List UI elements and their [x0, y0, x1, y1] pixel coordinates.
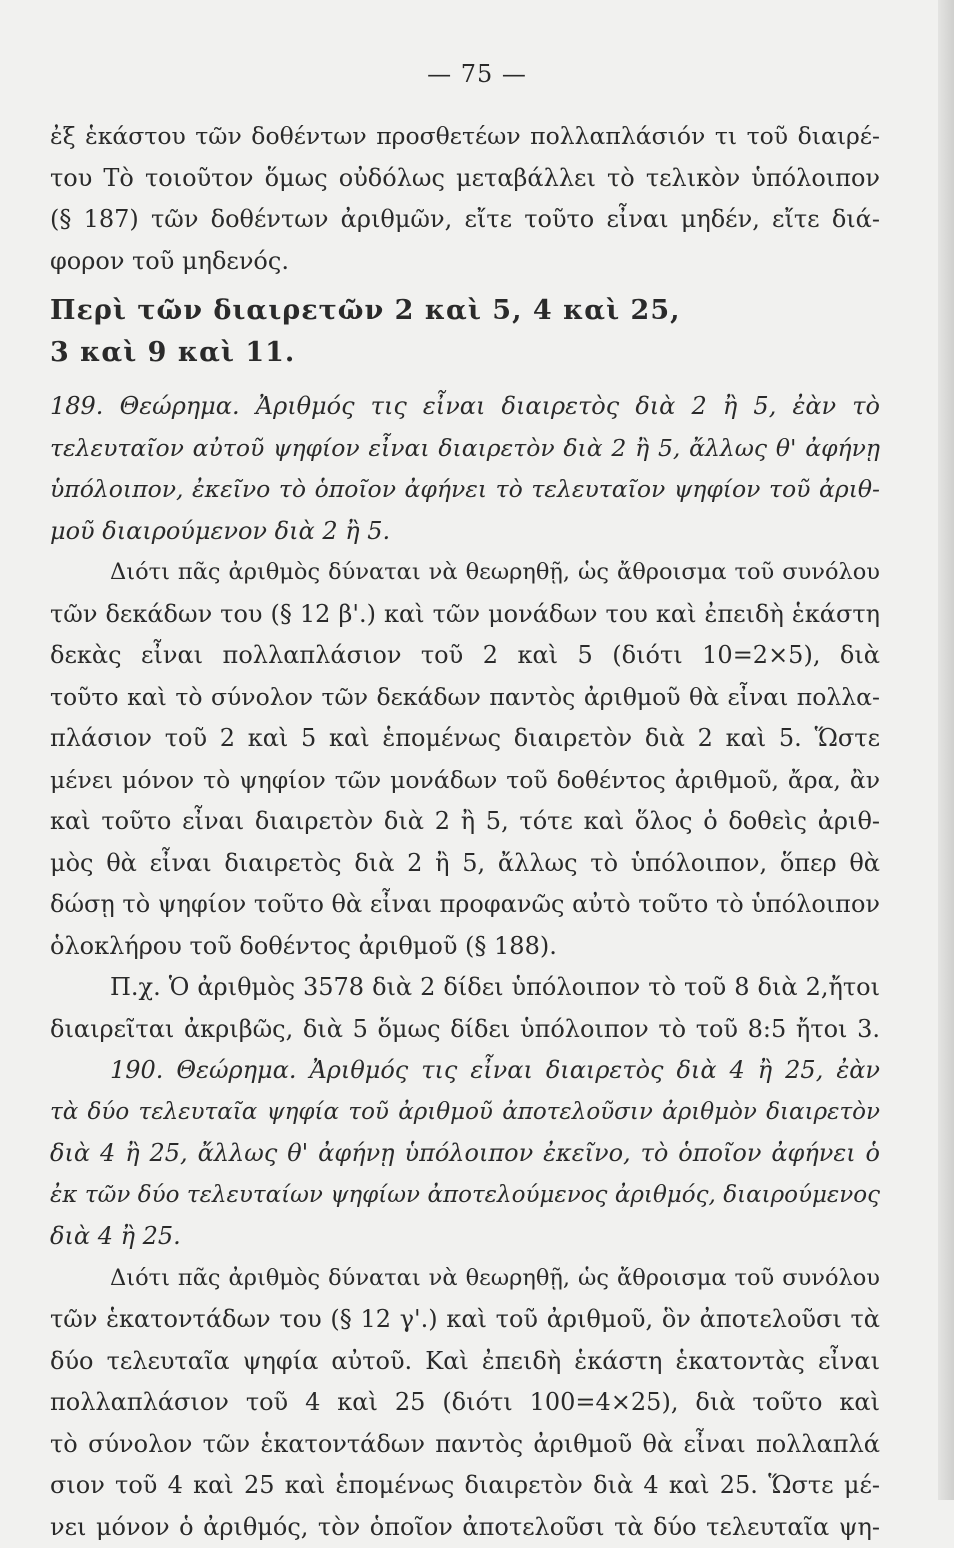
proof-line: μένει μόνον τὸ ψηφίον τῶν μονάδων τοῦ δοθέντος ἀριθμοῦ, ἄρα, ἂν	[50, 760, 880, 802]
theorem-line: διὰ 4 ἢ 25.	[50, 1216, 880, 1258]
page-edge-shadow	[938, 0, 954, 1500]
text-line: (§ 187) τῶν δοθέντων ἀριθμῶν, εἴτε τοῦτο εἶναι μηδέν, εἴτε διά-	[50, 199, 880, 241]
theorem-line: ἐκ τῶν δύο τελευταίων ψηφίων ἀποτελούμενος ἀριθμός, διαιρούμενος	[50, 1175, 880, 1217]
proof-line: δύο τελευταῖα ψηφία αὐτοῦ. Καὶ ἐπειδὴ ἑκάστη ἑκατοντὰς εἶναι	[50, 1341, 880, 1383]
text-line: φορον τοῦ μηδενός.	[50, 241, 880, 283]
page-number: — 75 —	[0, 60, 954, 88]
proof-line: τῶν δεκάδων του (§ 12 β'.) καὶ τῶν μονάδων του καὶ ἐπειδὴ ἑκάστη	[50, 594, 880, 636]
theorem-line: διὰ 4 ἢ 25, ἄλλως θ' ἀφήνῃ ὑπόλοιπον ἐκεῖνο, τὸ ὁποῖον ἀφήνει ὁ	[50, 1133, 880, 1175]
page-body	[50, 116, 880, 1548]
proof-line: σιον τοῦ 4 καὶ 25 καὶ ἑπομένως διαιρετὸν διὰ 4 καὶ 25. Ὥστε μέ-	[50, 1465, 880, 1507]
proof-line: πλάσιον τοῦ 2 καὶ 5 καὶ ἑπομένως διαιρετὸν διὰ 2 καὶ 5. Ὥστε	[50, 718, 880, 760]
proof-line: πολλαπλάσιον τοῦ 4 καὶ 25 (διότι 100=4×25), διὰ τοῦτο καὶ	[50, 1382, 880, 1424]
text-line: του Τὸ τοιοῦτον ὅμως οὐδόλως μεταβάλλει τὸ τελικὸν ὑπόλοιπον	[50, 158, 880, 200]
proof-line: ὁλοκλήρου τοῦ δοθέντος ἀριθμοῦ (§ 188).	[50, 926, 880, 968]
theorem-line: μοῦ διαιρούμενον διὰ 2 ἢ 5.	[50, 511, 880, 553]
proof-line: Διότι πᾶς ἀριθμὸς δύναται νὰ θεωρηθῇ, ὡς ἄθροισμα τοῦ συνόλου	[50, 1258, 880, 1300]
section-heading-continued: 3 καὶ 9 καὶ 11.	[50, 332, 880, 374]
theorem-line: 190. Θεώρημα. Ἀριθμός τις εἶναι διαιρετὸς διὰ 4 ἢ 25, ἐὰν	[50, 1050, 880, 1092]
proof-line: τοῦτο καὶ τὸ σύνολον τῶν δεκάδων παντὸς ἀριθμοῦ θὰ εἶναι πολλα-	[50, 677, 880, 719]
theorem-line: τελευταῖον αὐτοῦ ψηφίον εἶναι διαιρετὸν διὰ 2 ἢ 5, ἄλλως θ' ἀφήνῃ	[50, 428, 880, 470]
section-heading: Περὶ τῶν διαιρετῶν 2 καὶ 5, 4 καὶ 25,	[50, 290, 880, 332]
proof-line: δεκὰς εἶναι πολλαπλάσιον τοῦ 2 καὶ 5 (διότι 10=2×5), διὰ	[50, 635, 880, 677]
proof-line: τὸ σύνολον τῶν ἑκατοντάδων παντὸς ἀριθμοῦ θὰ εἶναι πολλαπλά	[50, 1424, 880, 1466]
proof-line: νει μόνον ὁ ἀριθμός, τὸν ὁποῖον ἀποτελοῦσι τὰ δύο τελευταῖα ψη-	[50, 1507, 880, 1548]
theorem-line: ὑπόλοιπον, ἐκεῖνο τὸ ὁποῖον ἀφήνει τὸ τελευταῖον ψηφίον τοῦ ἀριθ-	[50, 469, 880, 511]
theorem-line: τὰ δύο τελευταῖα ψηφία τοῦ ἀριθμοῦ ἀποτελοῦσιν ἀριθμὸν διαιρετὸν	[50, 1092, 880, 1134]
theorem-line: 189. Θεώρημα. Ἀριθμός τις εἶναι διαιρετὸς διὰ 2 ἢ 5, ἐὰν τὸ	[50, 386, 880, 428]
proof-line: τῶν ἑκατοντάδων του (§ 12 γ'.) καὶ τοῦ ἀριθμοῦ, ὃν ἀποτελοῦσι τὰ	[50, 1299, 880, 1341]
text-line: ἐξ ἑκάστου τῶν δοθέντων προσθετέων πολλαπλάσιόν τι τοῦ διαιρέ-	[50, 116, 880, 158]
proof-line: καὶ τοῦτο εἶναι διαιρετὸν διὰ 2 ἢ 5, τότε καὶ ὅλος ὁ δοθεὶς ἀριθ-	[50, 801, 880, 843]
proof-line: μὸς θὰ εἶναι διαιρετὸς διὰ 2 ἢ 5, ἄλλως τὸ ὑπόλοιπον, ὅπερ θὰ	[50, 843, 880, 885]
example-line: διαιρεῖται ἀκριβῶς, διὰ 5 ὅμως δίδει ὑπόλοιπον τὸ τοῦ 8:5 ἤτοι 3.	[50, 1009, 880, 1051]
example-line: Π.χ. Ὁ ἀριθμὸς 3578 διὰ 2 δίδει ὑπόλοιπον τὸ τοῦ 8 διὰ 2,ἤτοι	[50, 967, 880, 1009]
proof-line: Διότι πᾶς ἀριθμὸς δύναται νὰ θεωρηθῇ, ὡς ἄθροισμα τοῦ συνόλου	[50, 552, 880, 594]
proof-line: δώσῃ τὸ ψηφίον τοῦτο θὰ εἶναι προφανῶς αὐτὸ τοῦτο τὸ ὑπόλοιπον	[50, 884, 880, 926]
